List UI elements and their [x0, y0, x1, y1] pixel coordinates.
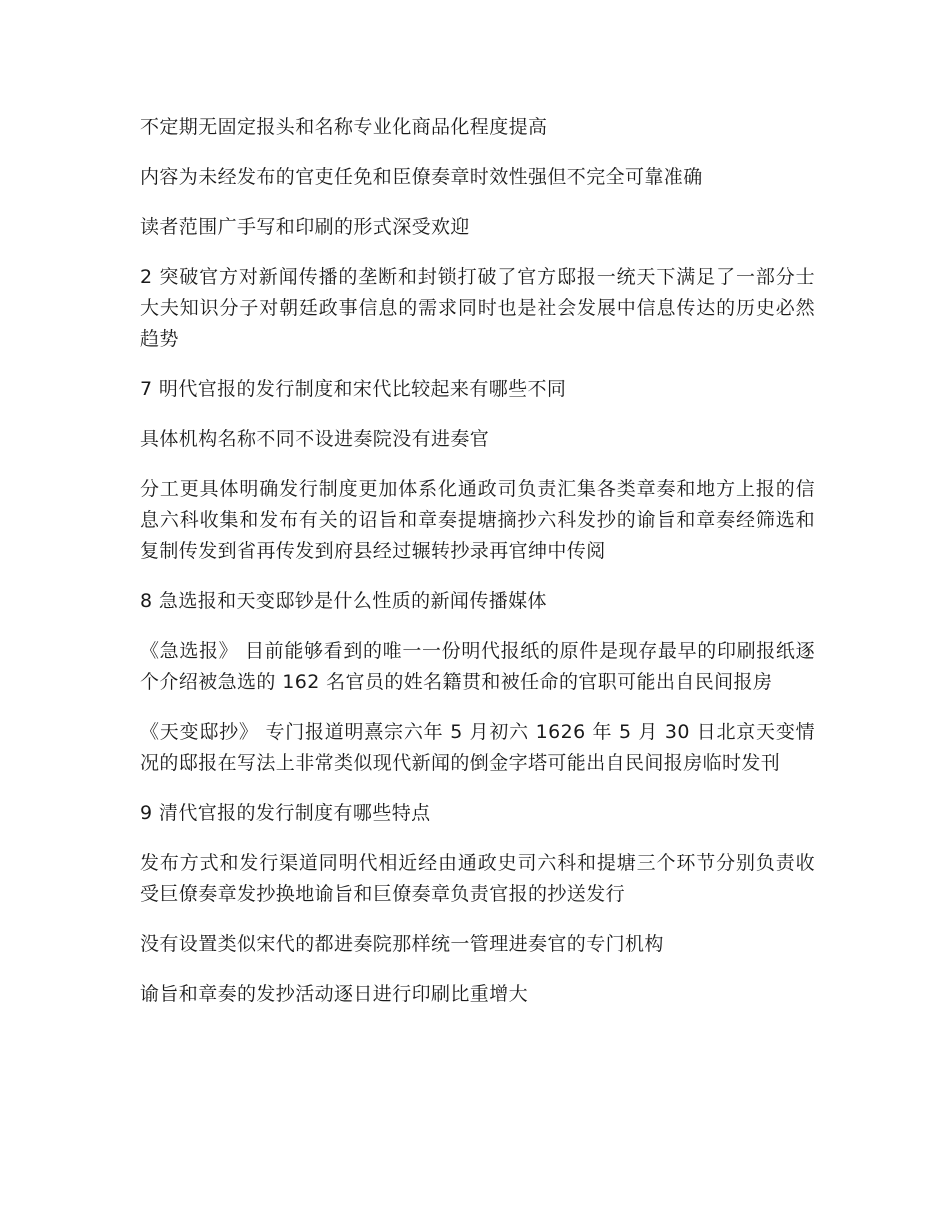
- document-body: [140, 112, 815, 1029]
- paragraph: 发布方式和发行渠道同明代相近经由通政史司六科和提塘三个环节分别负责收受巨僚奏章发抄换地谕旨和巨僚奏章负责官报的抄送发行: [140, 852, 815, 905]
- paragraph: 《天变邸抄》 专门报道明熹宗六年 5 月初六 1626 年 5 月 30 日北京天变情况的邸报在写法上非常类似现代新闻的倒金字塔可能出自民间报房临时发刊: [140, 721, 815, 774]
- paragraph: 2 突破官方对新闻传播的垄断和封锁打破了官方邸报一统天下满足了一部分士大夫知识分子对朝廷政事信息的需求同时也是社会发展中信息传达的历史必然趋势: [140, 266, 815, 350]
- paragraph: 读者范围广手写和印刷的形式深受欢迎: [140, 216, 470, 238]
- question-heading: 9 清代官报的发行制度有哪些特点: [140, 802, 431, 824]
- question-heading: 8 急选报和天变邸钞是什么性质的新闻传播媒体: [140, 590, 547, 612]
- paragraph: 内容为未经发布的官吏任免和臣僚奏章时效性强但不完全可靠准确: [140, 166, 703, 188]
- question-heading: 7 明代官报的发行制度和宋代比较起来有哪些不同: [140, 378, 567, 400]
- paragraph: 具体机构名称不同不设进奏院没有进奏官: [140, 428, 490, 450]
- paragraph: 谕旨和章奏的发抄活动逐日进行印刷比重增大: [140, 983, 529, 1005]
- paragraph: 不定期无固定报头和名称专业化商品化程度提高: [140, 116, 548, 138]
- paragraph: 没有设置类似宋代的都进奏院那样统一管理进奏官的专门机构: [140, 933, 664, 955]
- paragraph: 分工更具体明确发行制度更加体系化通政司负责汇集各类章奏和地方上报的信息六科收集和发布有关的诏旨和章奏提塘摘抄六科发抄的谕旨和章奏经筛选和复制传发到省再传发到府县经过辗转抄录再官绅中传阅: [140, 478, 815, 562]
- paragraph: 《急选报》 目前能够看到的唯一一份明代报纸的原件是现存最早的印刷报纸逐个介绍被急选的 162 名官员的姓名籍贯和被任命的官职可能出自民间报房: [140, 640, 815, 693]
